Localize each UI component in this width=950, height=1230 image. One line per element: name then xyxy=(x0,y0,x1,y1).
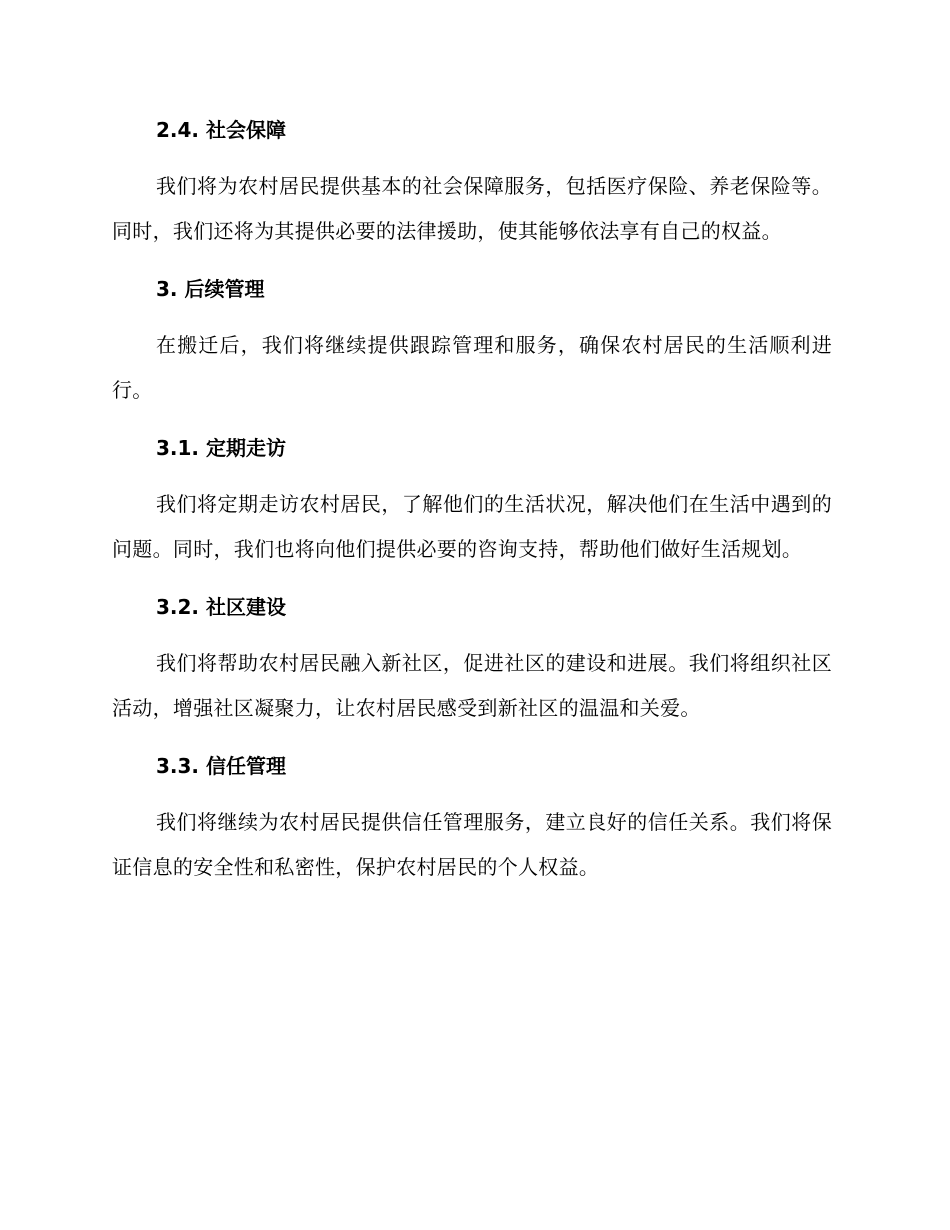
section-heading-follow-up-management: 3. 后续管理 xyxy=(156,277,265,301)
section-body-social-security: 我们将为农村居民提供基本的社会保障服务，包括医疗保险、养老保险等。同时，我们还将为其提供必要的法律援助，使其能够依法享有自己的权益。 xyxy=(112,174,832,243)
section-heading-regular-visits: 3.1. 定期走访 xyxy=(156,436,286,460)
section-heading-trust-management: 3.3. 信任管理 xyxy=(156,754,286,778)
section-heading-social-security: 2.4. 社会保障 xyxy=(156,118,286,142)
section-body-regular-visits: 我们将定期走访农村居民，了解他们的生活状况，解决他们在生活中遇到的问题。同时，我们也将向他们提供必要的咨询支持，帮助他们做好生活规划。 xyxy=(112,492,832,561)
section-heading-community-building: 3.2. 社区建设 xyxy=(156,595,286,619)
document-content xyxy=(112,108,832,903)
section-body-trust-management: 我们将继续为农村居民提供信任管理服务，建立良好的信任关系。我们将保证信息的安全性和私密性，保护农村居民的个人权益。 xyxy=(112,810,832,879)
section-body-community-building: 我们将帮助农村居民融入新社区，促进社区的建设和进展。我们将组织社区活动，增强社区凝聚力，让农村居民感受到新社区的温温和关爱。 xyxy=(112,651,832,720)
section-body-follow-up-management: 在搬迁后，我们将继续提供跟踪管理和服务，确保农村居民的生活顺利进行。 xyxy=(112,333,832,402)
